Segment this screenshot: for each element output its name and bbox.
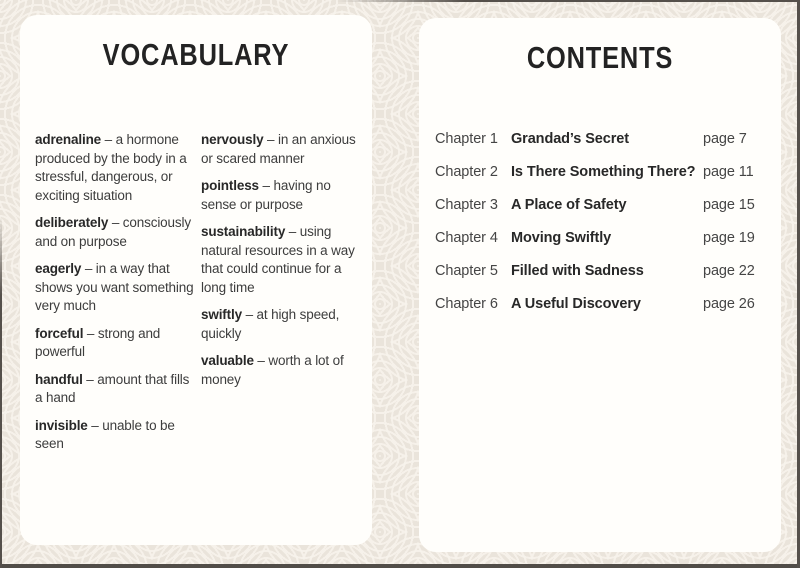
photo-edge-bottom [0, 564, 800, 568]
contents-page-title: CONTENTS [526, 40, 674, 75]
vocabulary-column-1 [35, 131, 196, 463]
chapter-label: Chapter 2 [435, 164, 498, 180]
vocab-entry: handful – amount that fills a hand [35, 371, 190, 405]
chapter-page-number: page 15 [703, 197, 755, 213]
vocab-entry: adrenaline – a hormone produced by the body in a stressful, dangerous, or exciting situation [35, 132, 187, 203]
vocab-entry: swiftly – at high speed, quickly [201, 307, 340, 341]
chapter-row [435, 131, 765, 164]
chapter-title: A Useful Discovery [511, 296, 641, 312]
contents-page [419, 18, 781, 552]
chapter-title: Grandad’s Secret [511, 131, 629, 147]
chapter-label: Chapter 5 [435, 263, 498, 279]
photo-edge-left [0, 0, 2, 568]
chapter-row [435, 263, 765, 296]
chapter-label: Chapter 4 [435, 230, 498, 246]
chapter-title: Filled with Sadness [511, 263, 644, 279]
chapter-page-number: page 19 [703, 230, 755, 246]
vocab-entry: sustainability – using natural resources in a way that could continue for a long time [201, 224, 355, 295]
vocab-entry: valuable – worth a lot of money [201, 353, 344, 387]
photo-edge-top [0, 0, 800, 2]
chapter-page-number: page 26 [703, 296, 755, 312]
vocab-entry: forceful – strong and powerful [35, 325, 161, 359]
vocab-entry: nervously – in an anxious or scared manner [201, 132, 356, 166]
chapter-row [435, 296, 765, 329]
chapter-title: Moving Swiftly [511, 230, 612, 246]
chapter-title: Is There Something There? [511, 164, 696, 180]
vocab-word: valuable [201, 353, 254, 368]
vocab-word: eagerly [35, 261, 82, 276]
vocabulary-column-2 [201, 131, 362, 463]
vocab-word: nervously [201, 132, 264, 147]
vocab-word: deliberately [35, 215, 109, 230]
chapter-page-number: page 7 [703, 131, 747, 147]
chapter-title: A Place of Safety [511, 197, 627, 213]
vocabulary-page-title: VOCABULARY [102, 37, 290, 72]
vocab-entry: invisible – unable to be seen [35, 417, 175, 451]
chapter-row [435, 230, 765, 263]
vocabulary-page [20, 15, 372, 545]
vocab-entry: eagerly – in a way that shows you want something very much [35, 261, 194, 313]
vocab-word: invisible [35, 417, 88, 433]
chapter-label: Chapter 6 [435, 296, 498, 312]
vocab-entry: deliberately – consciously and on purpose [35, 215, 191, 249]
chapter-list [419, 131, 781, 329]
chapter-page-number: page 11 [703, 164, 754, 180]
vocab-word: swiftly [201, 307, 242, 322]
vocab-word: sustainability [201, 224, 286, 239]
vocab-word: pointless [201, 178, 259, 193]
chapter-page-number: page 22 [703, 263, 755, 279]
vocabulary-columns [20, 131, 372, 463]
vocab-word: forceful [35, 325, 84, 341]
chapter-label: Chapter 1 [435, 131, 498, 147]
vocab-word: adrenaline [35, 132, 102, 147]
vocab-word: handful [35, 371, 83, 387]
chapter-row [435, 164, 765, 197]
vocab-entry: pointless – having no sense or purpose [201, 178, 331, 212]
chapter-row [435, 197, 765, 230]
chapter-label: Chapter 3 [435, 197, 498, 213]
